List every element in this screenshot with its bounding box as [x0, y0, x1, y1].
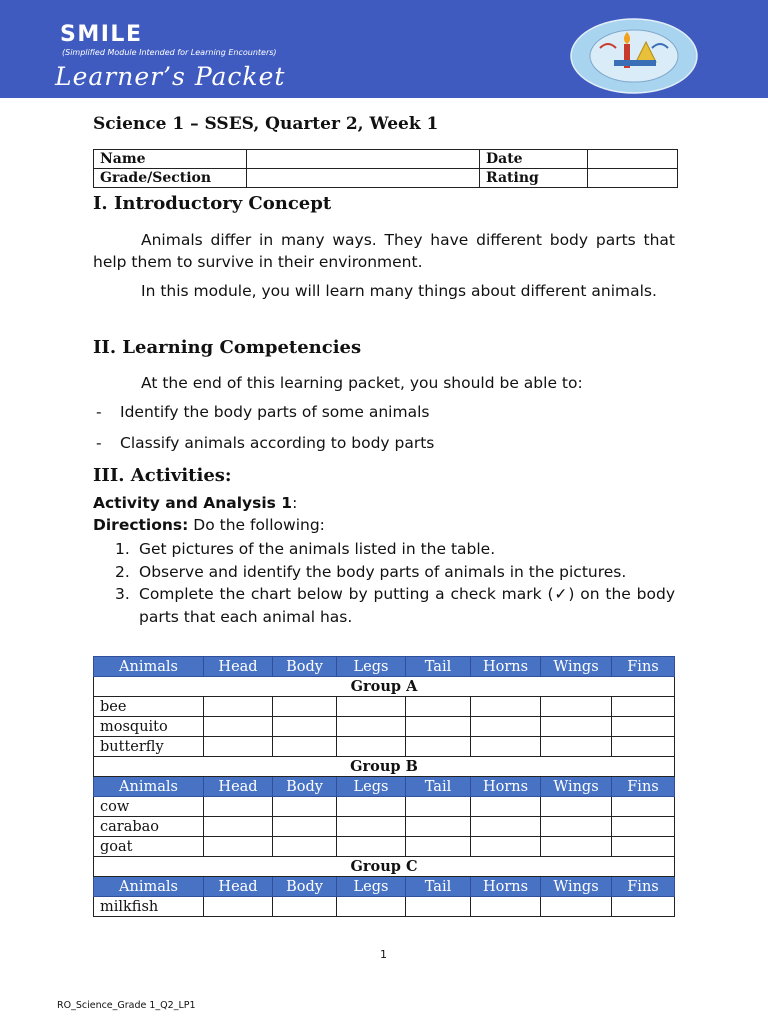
check-cell[interactable] [273, 837, 337, 857]
column-header: Tail [406, 657, 471, 677]
check-cell[interactable] [541, 697, 612, 717]
table-row [94, 817, 675, 837]
check-cell[interactable] [337, 797, 406, 817]
table-row [94, 697, 675, 717]
check-cell[interactable] [612, 737, 675, 757]
name-field[interactable] [247, 150, 480, 169]
check-cell[interactable] [337, 717, 406, 737]
step-3-text: Complete the chart below by putting a check mark (✓) on the body parts that each animal has. [139, 585, 675, 626]
column-header: Body [273, 777, 337, 797]
name-label: Name [94, 150, 247, 169]
table-row [94, 897, 675, 917]
table-row [94, 837, 675, 857]
activity-title-text: Activity and Analysis 1 [93, 494, 293, 512]
check-cell[interactable] [406, 717, 471, 737]
check-cell[interactable] [471, 817, 541, 837]
table-header-row [94, 657, 675, 677]
column-header: Fins [612, 877, 675, 897]
step-2-text: Observe and identify the body parts of animals in the pictures. [139, 562, 627, 581]
directions [93, 516, 325, 534]
check-cell[interactable] [406, 817, 471, 837]
column-header: Wings [541, 777, 612, 797]
column-header: Animals [94, 657, 204, 677]
check-cell[interactable] [273, 717, 337, 737]
column-header: Legs [337, 877, 406, 897]
check-cell[interactable] [204, 837, 273, 857]
rating-field[interactable] [588, 169, 678, 188]
check-cell[interactable] [273, 737, 337, 757]
directions-label: Directions: [93, 516, 189, 534]
check-cell[interactable] [541, 817, 612, 837]
check-cell[interactable] [471, 697, 541, 717]
step-2-number: 2. [115, 562, 130, 581]
check-cell[interactable] [204, 797, 273, 817]
animal-name: milkfish [94, 897, 204, 917]
step-1-text: Get pictures of the animals listed in the table. [139, 540, 496, 558]
step-1 [115, 538, 675, 561]
group-row [94, 677, 675, 697]
check-cell[interactable] [471, 797, 541, 817]
animal-name: goat [94, 837, 204, 857]
grade-section-field[interactable] [247, 169, 480, 188]
check-cell[interactable] [337, 897, 406, 917]
table-row [94, 717, 675, 737]
check-cell[interactable] [541, 737, 612, 757]
animal-name: cow [94, 797, 204, 817]
check-cell[interactable] [612, 817, 675, 837]
column-header: Tail [406, 777, 471, 797]
group-label: Group A [94, 677, 675, 697]
check-cell[interactable] [541, 837, 612, 857]
table-row [94, 737, 675, 757]
date-field[interactable] [588, 150, 678, 169]
check-cell[interactable] [612, 837, 675, 857]
column-header: Head [204, 877, 273, 897]
page-number: 1 [380, 948, 387, 961]
document-title: Science 1 – SSES, Quarter 2, Week 1 [93, 114, 439, 134]
step-2 [115, 561, 675, 584]
check-cell[interactable] [204, 717, 273, 737]
intro-paragraph-2 [93, 280, 675, 302]
animal-body-parts-table [93, 656, 675, 917]
group-label: Group B [94, 757, 675, 777]
column-header: Body [273, 877, 337, 897]
activity-title [93, 494, 297, 512]
check-cell[interactable] [471, 897, 541, 917]
animal-name: mosquito [94, 717, 204, 737]
section-heading-introductory: I. Introductory Concept [93, 193, 332, 214]
check-cell[interactable] [471, 837, 541, 857]
column-header: Horns [471, 777, 541, 797]
competency-bullet-1: - Identify the body parts of some animals [96, 403, 430, 421]
check-cell[interactable] [204, 817, 273, 837]
column-header: Horns [471, 657, 541, 677]
check-cell[interactable] [273, 797, 337, 817]
competencies-intro-text: At the end of this learning packet, you should be able to: [141, 374, 583, 392]
column-header: Wings [541, 657, 612, 677]
activity-title-colon: : [292, 494, 298, 512]
brand-subtitle: (Simplified Module Intended for Learning Encounters) [62, 48, 277, 57]
check-cell[interactable] [612, 697, 675, 717]
check-cell[interactable] [273, 697, 337, 717]
table-header-row [94, 877, 675, 897]
competency-bullet-1-text: Identify the body parts of some animals [120, 403, 430, 421]
check-cell[interactable] [612, 897, 675, 917]
intro-paragraph-1 [93, 229, 675, 273]
check-cell[interactable] [273, 817, 337, 837]
check-cell[interactable] [406, 797, 471, 817]
directions-steps [115, 538, 675, 628]
student-info-table [93, 149, 678, 188]
check-cell[interactable] [406, 897, 471, 917]
section-heading-competencies: II. Learning Competencies [93, 337, 362, 358]
check-cell[interactable] [337, 837, 406, 857]
check-cell[interactable] [273, 897, 337, 917]
footer-code: RO_Science_Grade 1_Q2_LP1 [57, 1000, 196, 1011]
column-header: Fins [612, 777, 675, 797]
step-3 [115, 583, 675, 628]
intro-paragraph-2-text: In this module, you will learn many things about different animals. [141, 282, 657, 300]
check-cell[interactable] [204, 737, 273, 757]
check-cell[interactable] [204, 697, 273, 717]
check-cell[interactable] [337, 697, 406, 717]
column-header: Tail [406, 877, 471, 897]
check-cell[interactable] [406, 737, 471, 757]
check-cell[interactable] [541, 717, 612, 737]
column-header: Horns [471, 877, 541, 897]
check-cell[interactable] [541, 797, 612, 817]
column-header: Animals [94, 777, 204, 797]
section-heading-activities: III. Activities: [93, 465, 232, 486]
competency-bullet-2-text: Classify animals according to body parts [120, 434, 435, 452]
animal-name: carabao [94, 817, 204, 837]
grade-section-label: Grade/Section [94, 169, 247, 188]
step-1-number: 1. [115, 540, 130, 558]
brand-title: SMILE [60, 22, 143, 47]
check-cell[interactable] [612, 797, 675, 817]
group-row [94, 857, 675, 877]
column-header: Body [273, 657, 337, 677]
intro-paragraph-1-text: Animals differ in many ways. They have different body parts that help them to survive in their environment. [93, 231, 675, 271]
check-cell[interactable] [541, 897, 612, 917]
directions-text: Do the following: [188, 516, 325, 534]
check-cell[interactable] [337, 817, 406, 837]
column-header: Animals [94, 877, 204, 897]
column-header: Head [204, 657, 273, 677]
packet-title: Learner’s Packet [55, 62, 286, 91]
date-label: Date [480, 150, 588, 169]
check-cell[interactable] [204, 897, 273, 917]
column-header: Legs [337, 777, 406, 797]
group-label: Group C [94, 857, 675, 877]
column-header: Wings [541, 877, 612, 897]
header-banner [0, 0, 768, 98]
rating-label: Rating [480, 169, 588, 188]
competencies-intro [93, 372, 675, 394]
check-cell[interactable] [471, 717, 541, 737]
column-header: Head [204, 777, 273, 797]
check-cell[interactable] [406, 697, 471, 717]
column-header: Fins [612, 657, 675, 677]
group-row [94, 757, 675, 777]
check-cell[interactable] [337, 737, 406, 757]
animal-name: butterfly [94, 737, 204, 757]
table-row [94, 797, 675, 817]
step-3-number: 3. [115, 585, 130, 603]
column-header: Legs [337, 657, 406, 677]
check-cell[interactable] [471, 737, 541, 757]
check-cell[interactable] [406, 837, 471, 857]
check-cell[interactable] [612, 717, 675, 737]
animal-name: bee [94, 697, 204, 717]
table-header-row [94, 777, 675, 797]
deped-seal-logo [570, 18, 698, 94]
competency-bullet-2: - Classify animals according to body parts [96, 434, 435, 452]
